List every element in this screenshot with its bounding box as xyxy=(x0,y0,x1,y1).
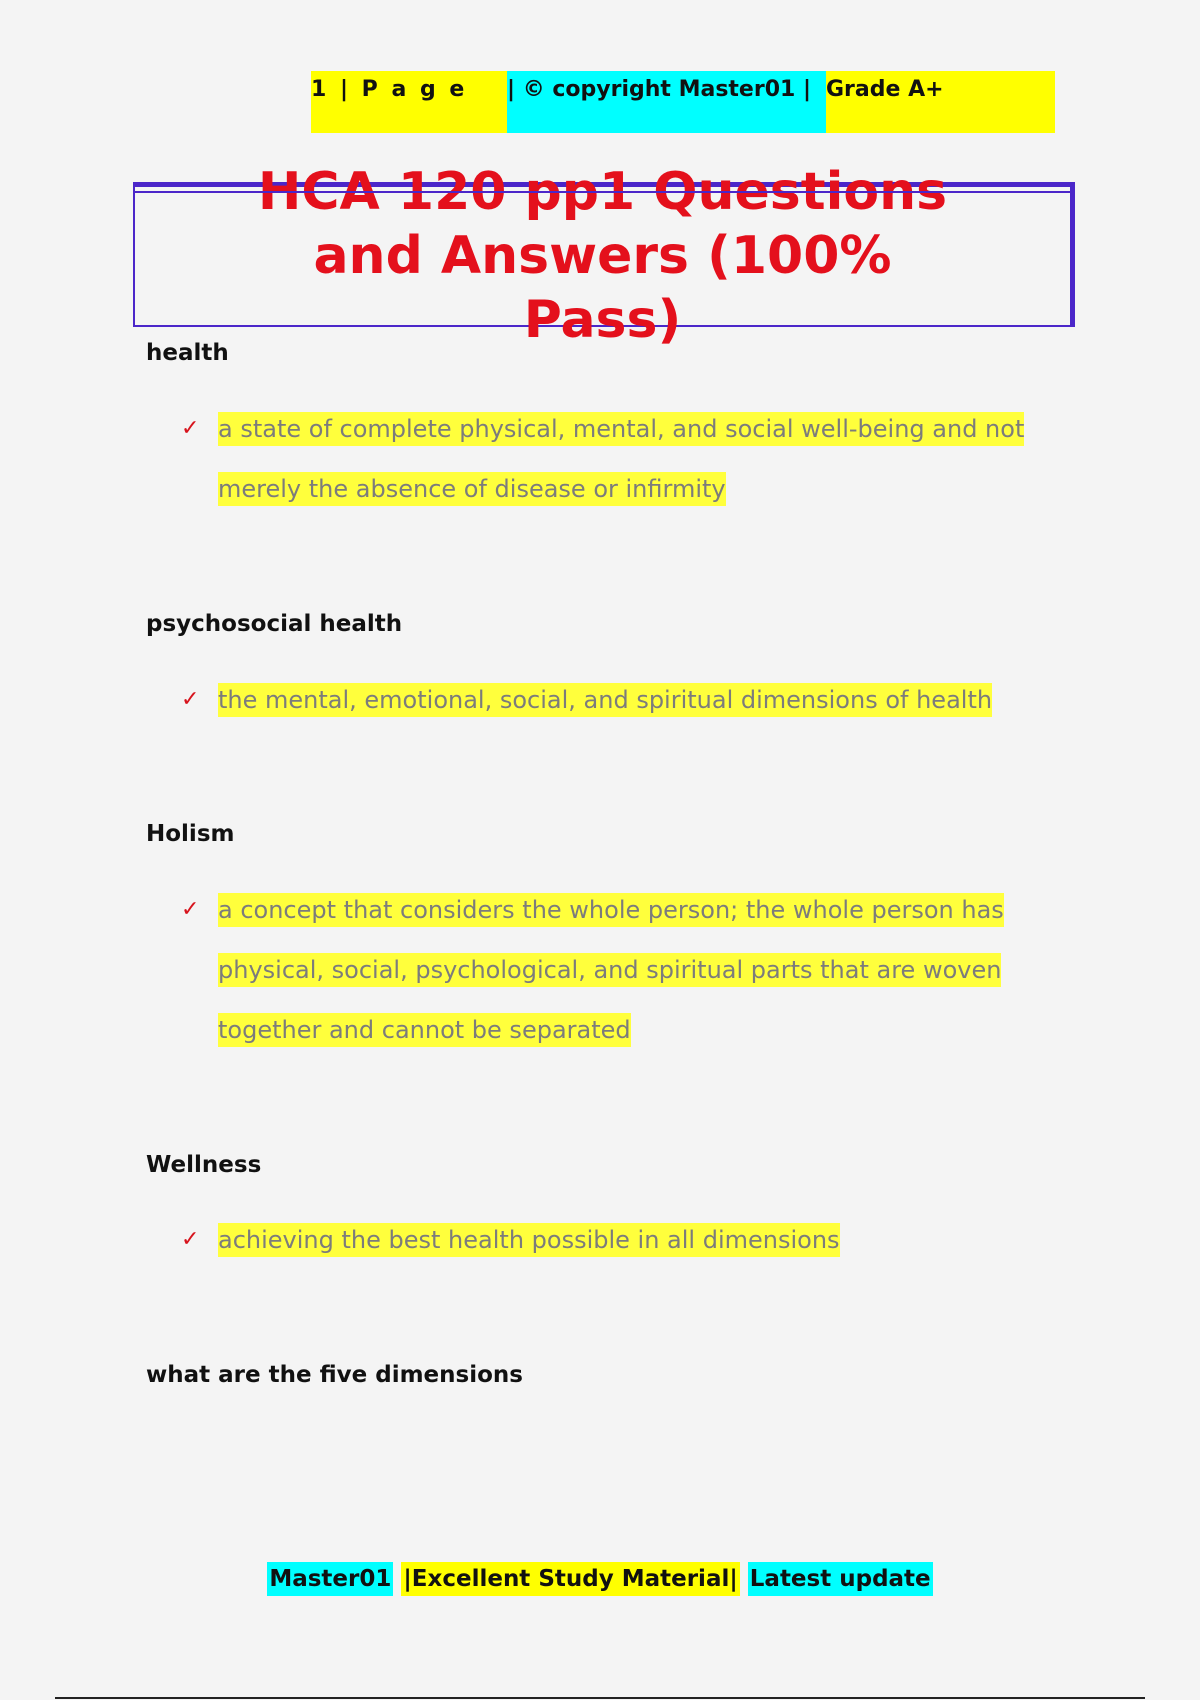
page-bottom-rule xyxy=(55,1697,1145,1699)
question-heading: Holism xyxy=(146,821,235,847)
answer-line: a concept that considers the whole person; the whole person has xyxy=(218,880,1041,940)
grade-label: Grade A+ xyxy=(826,71,1055,133)
title-box xyxy=(133,162,1075,350)
checkmark-icon: ✓ xyxy=(181,897,200,922)
footer-author: Master01 xyxy=(267,1562,393,1596)
footer-update: Latest update xyxy=(748,1562,933,1596)
answer-line: together and cannot be separated xyxy=(218,1000,1041,1060)
footer-tagline: |Excellent Study Material| xyxy=(401,1562,739,1596)
page-number-label: 1 | P a g e xyxy=(311,71,507,133)
answer-block xyxy=(181,1210,1041,1270)
answer-block xyxy=(181,880,1041,1060)
answer-block xyxy=(181,670,1041,730)
question-heading: health xyxy=(146,340,229,366)
document-title: HCA 120 pp1 Questions and Answers (100% Pass) xyxy=(257,162,948,350)
header-bar xyxy=(311,71,1055,133)
footer xyxy=(0,1566,1200,1592)
answer-block xyxy=(181,399,1041,519)
answer-line: the mental, emotional, social, and spiritual dimensions of health xyxy=(218,670,1041,730)
copyright-label: | © copyright Master01 | xyxy=(507,71,826,133)
answer-line: merely the absence of disease or infirmity xyxy=(218,459,1041,519)
checkmark-icon: ✓ xyxy=(181,416,200,441)
question-heading: Wellness xyxy=(146,1152,262,1178)
checkmark-icon: ✓ xyxy=(181,687,200,712)
question-heading: what are the five dimensions xyxy=(146,1362,523,1388)
answer-line: physical, social, psychological, and spiritual parts that are woven xyxy=(218,940,1041,1000)
checkmark-icon: ✓ xyxy=(181,1227,200,1252)
answer-line: achieving the best health possible in all dimensions xyxy=(218,1210,1041,1270)
answer-line: a state of complete physical, mental, and social well-being and not xyxy=(218,399,1041,459)
question-heading: psychosocial health xyxy=(146,611,403,637)
